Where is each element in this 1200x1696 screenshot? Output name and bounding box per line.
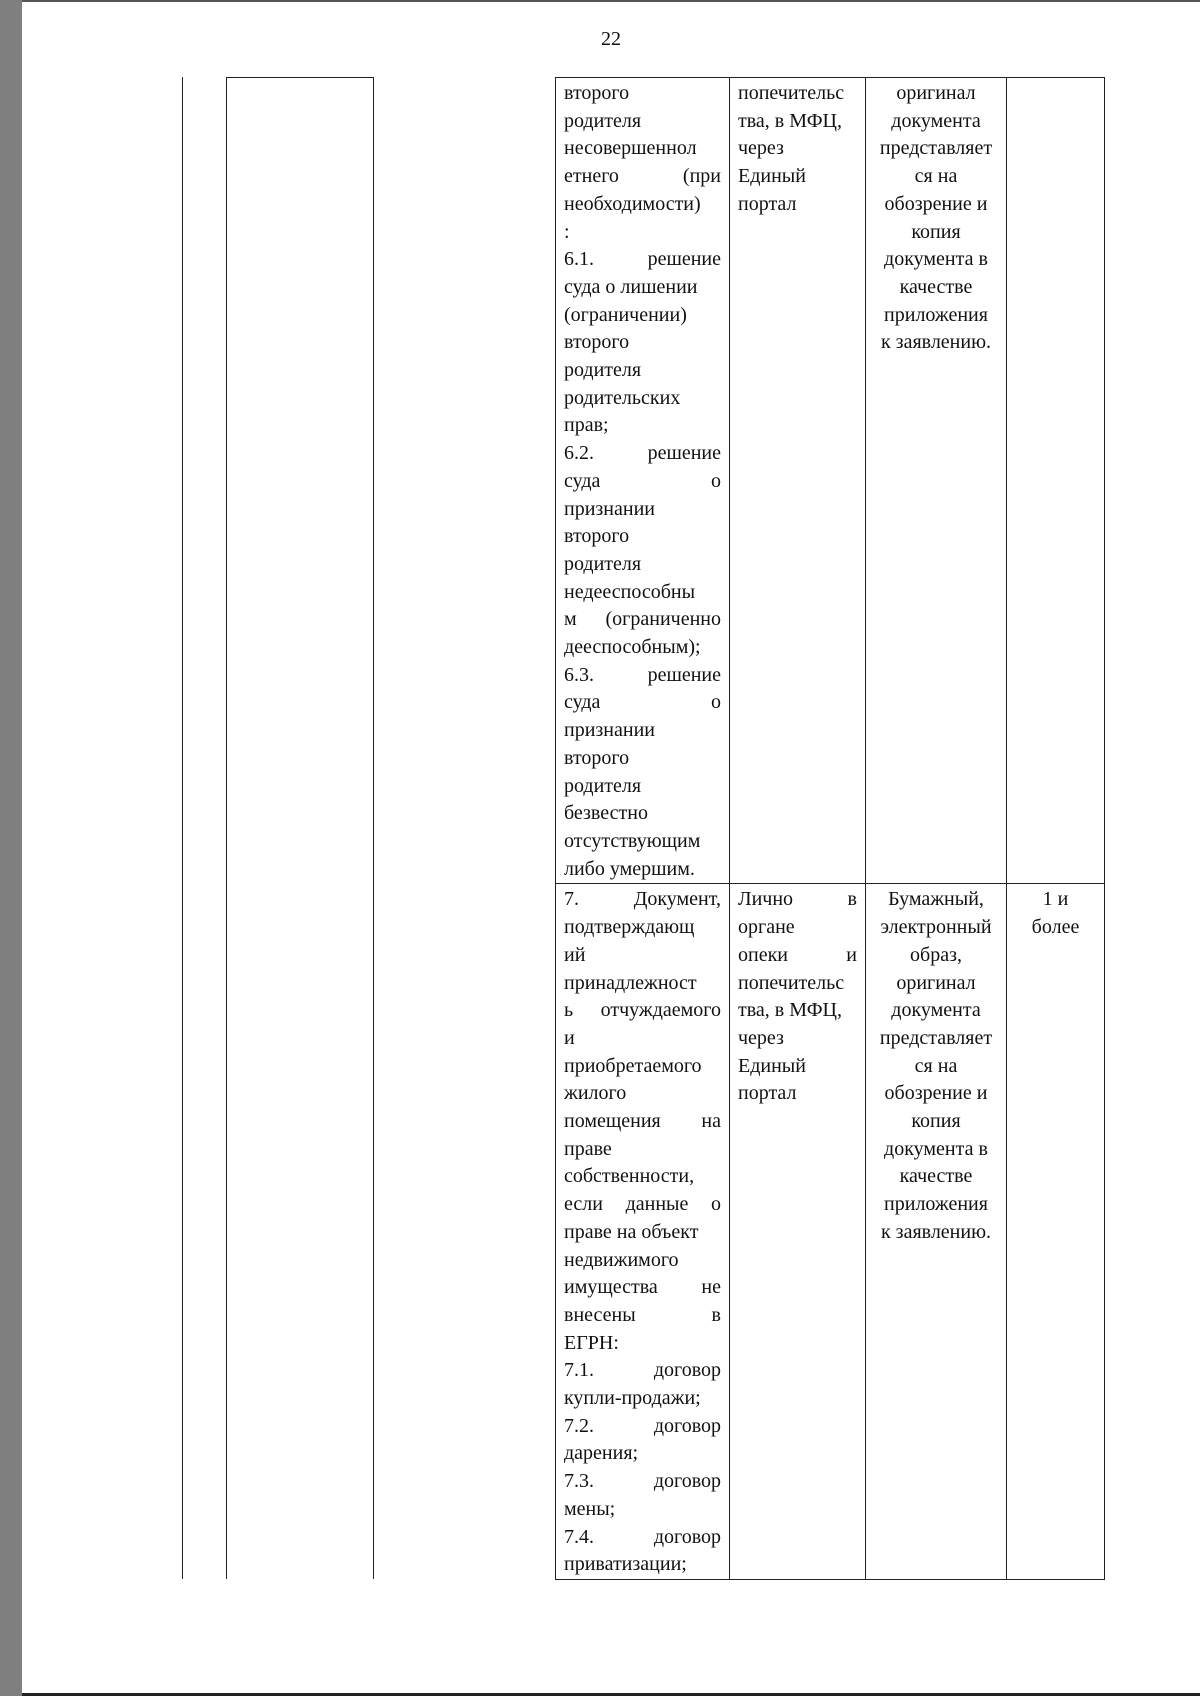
cell-text-line: м (ограниченно: [564, 608, 721, 631]
cell-text-line: второго: [564, 525, 630, 548]
cell-text-line: приобретаемого: [564, 1054, 702, 1077]
table-row: [556, 78, 1105, 884]
cell-text-line: имущества не: [564, 1276, 721, 1299]
cell-text-line: электронный: [880, 916, 992, 939]
left-table-border-2: [226, 77, 227, 1579]
cell-text-line: суда о лишении: [564, 275, 698, 298]
cell-text-line: признании: [564, 497, 655, 520]
cell-text-line: суда о: [564, 691, 721, 714]
cell-text-line: портал: [738, 1082, 797, 1105]
cell-text-line: ся на: [914, 165, 958, 188]
cell-text-line: копия: [911, 1110, 961, 1133]
quantity-cell: [1007, 78, 1105, 884]
cell-text-line: приложения: [884, 1193, 988, 1216]
left-table-top-border: [226, 77, 373, 78]
cell-text-line: етнего (при: [564, 165, 721, 188]
cell-text-line: недвижимого: [564, 1248, 679, 1271]
submission-method-cell: [730, 78, 866, 884]
cell-text-line: органе: [738, 916, 795, 939]
cell-text-line: 7. Документ,: [564, 888, 721, 911]
cell-text-line: Лично в: [738, 888, 857, 911]
cell-text-line: приложения: [884, 303, 988, 326]
cell-text-line: праве: [564, 1137, 612, 1160]
cell-text-line: второго: [564, 331, 630, 354]
cell-text-line: документа: [891, 109, 981, 132]
cell-text-line: представляет: [879, 137, 993, 160]
cell-text-line: обозрение и: [884, 1082, 988, 1105]
cell-text-line: 7.1. договор: [564, 1359, 721, 1382]
cell-text-line: качестве: [899, 1165, 973, 1188]
quantity-cell: [1007, 884, 1105, 1580]
page-top-border: [22, 0, 1200, 2]
cell-text-line: безвестно: [564, 802, 648, 825]
cell-text-line: попечительс: [738, 971, 845, 994]
cell-text-line: через: [738, 1026, 784, 1049]
cell-text-line: Единый: [738, 1054, 806, 1077]
submission-method-cell: [730, 884, 866, 1580]
cell-text-line: 7.3. договор: [564, 1470, 721, 1493]
cell-text-line: праве на объект: [564, 1220, 699, 1243]
cell-text-line: образ,: [910, 943, 962, 966]
cell-text-line: 6.3. решение: [564, 663, 721, 686]
cell-text-line: признании: [564, 719, 655, 742]
cell-text-line: если данные о: [564, 1193, 721, 1216]
cell-text-line: собственности,: [564, 1165, 695, 1188]
document-name-cell: [556, 78, 730, 884]
cell-text-line: недееспособны: [564, 580, 696, 603]
cell-text-line: суда о: [564, 469, 721, 492]
cell-text-line: Бумажный,: [888, 888, 984, 911]
document-page: [22, 0, 1200, 1696]
cell-text-line: отсутствующим: [564, 829, 701, 852]
documents-table: [555, 77, 1105, 1580]
cell-text-line: ь отчуждаемого: [564, 999, 721, 1022]
cell-text-line: ий: [564, 943, 586, 966]
cell-text-line: 7.4. договор: [564, 1525, 721, 1548]
cell-text-line: второго: [564, 746, 630, 769]
cell-text-line: принадлежност: [564, 971, 697, 994]
cell-text-line: (ограничении): [564, 303, 687, 326]
cell-text-line: дарения;: [564, 1442, 639, 1465]
cell-text-line: представляет: [879, 1026, 993, 1049]
cell-text-line: к заявлению.: [880, 1220, 992, 1243]
table-row: [556, 884, 1105, 1580]
left-table-border-3: [373, 77, 374, 1579]
cell-text-line: более: [1031, 916, 1080, 939]
cell-text-line: и: [564, 1026, 575, 1049]
cell-text-line: документа в: [884, 248, 988, 271]
cell-text-line: :: [564, 220, 570, 243]
cell-text-line: 7.2. договор: [564, 1414, 721, 1437]
cell-text-line: подтверждающ: [564, 916, 695, 939]
cell-text-line: копия: [911, 220, 961, 243]
document-name-cell: [556, 884, 730, 1580]
cell-text-line: несовершеннол: [564, 137, 697, 160]
cell-text-line: обозрение и: [884, 192, 988, 215]
cell-text-line: портал: [738, 192, 797, 215]
cell-text-line: ся на: [914, 1054, 958, 1077]
cell-text-line: родительских: [564, 386, 681, 409]
left-table-border-1: [182, 77, 183, 1579]
cell-text-line: внесены в: [564, 1303, 721, 1326]
cell-text-line: попечительс: [738, 82, 845, 104]
cell-text-line: второго: [564, 82, 630, 104]
cell-text-line: документа в: [884, 1137, 988, 1160]
cell-text-line: мены;: [564, 1497, 616, 1520]
cell-text-line: Единый: [738, 165, 806, 188]
cell-text-line: родителя: [564, 359, 642, 382]
cell-text-line: документа: [891, 999, 981, 1022]
cell-text-line: приватизации;: [564, 1553, 687, 1576]
cell-text-line: тва, в МФЦ,: [738, 999, 843, 1022]
cell-text-line: дееспособным);: [564, 636, 701, 659]
cell-text-line: тва, в МФЦ,: [738, 109, 843, 132]
cell-text-line: необходимости): [564, 192, 701, 215]
cell-text-line: родителя: [564, 552, 642, 575]
cell-text-line: оригинал: [896, 971, 976, 994]
document-form-cell: [866, 884, 1007, 1580]
cell-text-line: родителя: [564, 774, 642, 797]
document-form-cell: [866, 78, 1007, 884]
cell-text-line: родителя: [564, 109, 642, 132]
cell-text-line: ЕГРН:: [564, 1331, 619, 1354]
cell-text-line: 1 и: [1042, 888, 1069, 911]
cell-text-line: к заявлению.: [880, 331, 992, 354]
cell-text-line: опеки и: [738, 943, 857, 966]
cell-text-line: 6.1. решение: [564, 248, 721, 271]
cell-text-line: оригинал: [896, 82, 976, 104]
page-number: 22: [601, 28, 621, 50]
cell-text-line: либо умершим.: [564, 857, 695, 880]
cell-text-line: через: [738, 137, 784, 160]
cell-text-line: жилого: [564, 1082, 627, 1105]
cell-text-line: прав;: [564, 414, 609, 437]
cell-text-line: качестве: [899, 275, 973, 298]
cell-text-line: купли-продажи;: [564, 1387, 701, 1410]
cell-text-line: 6.2. решение: [564, 442, 721, 465]
cell-text-line: помещения на: [564, 1110, 721, 1133]
